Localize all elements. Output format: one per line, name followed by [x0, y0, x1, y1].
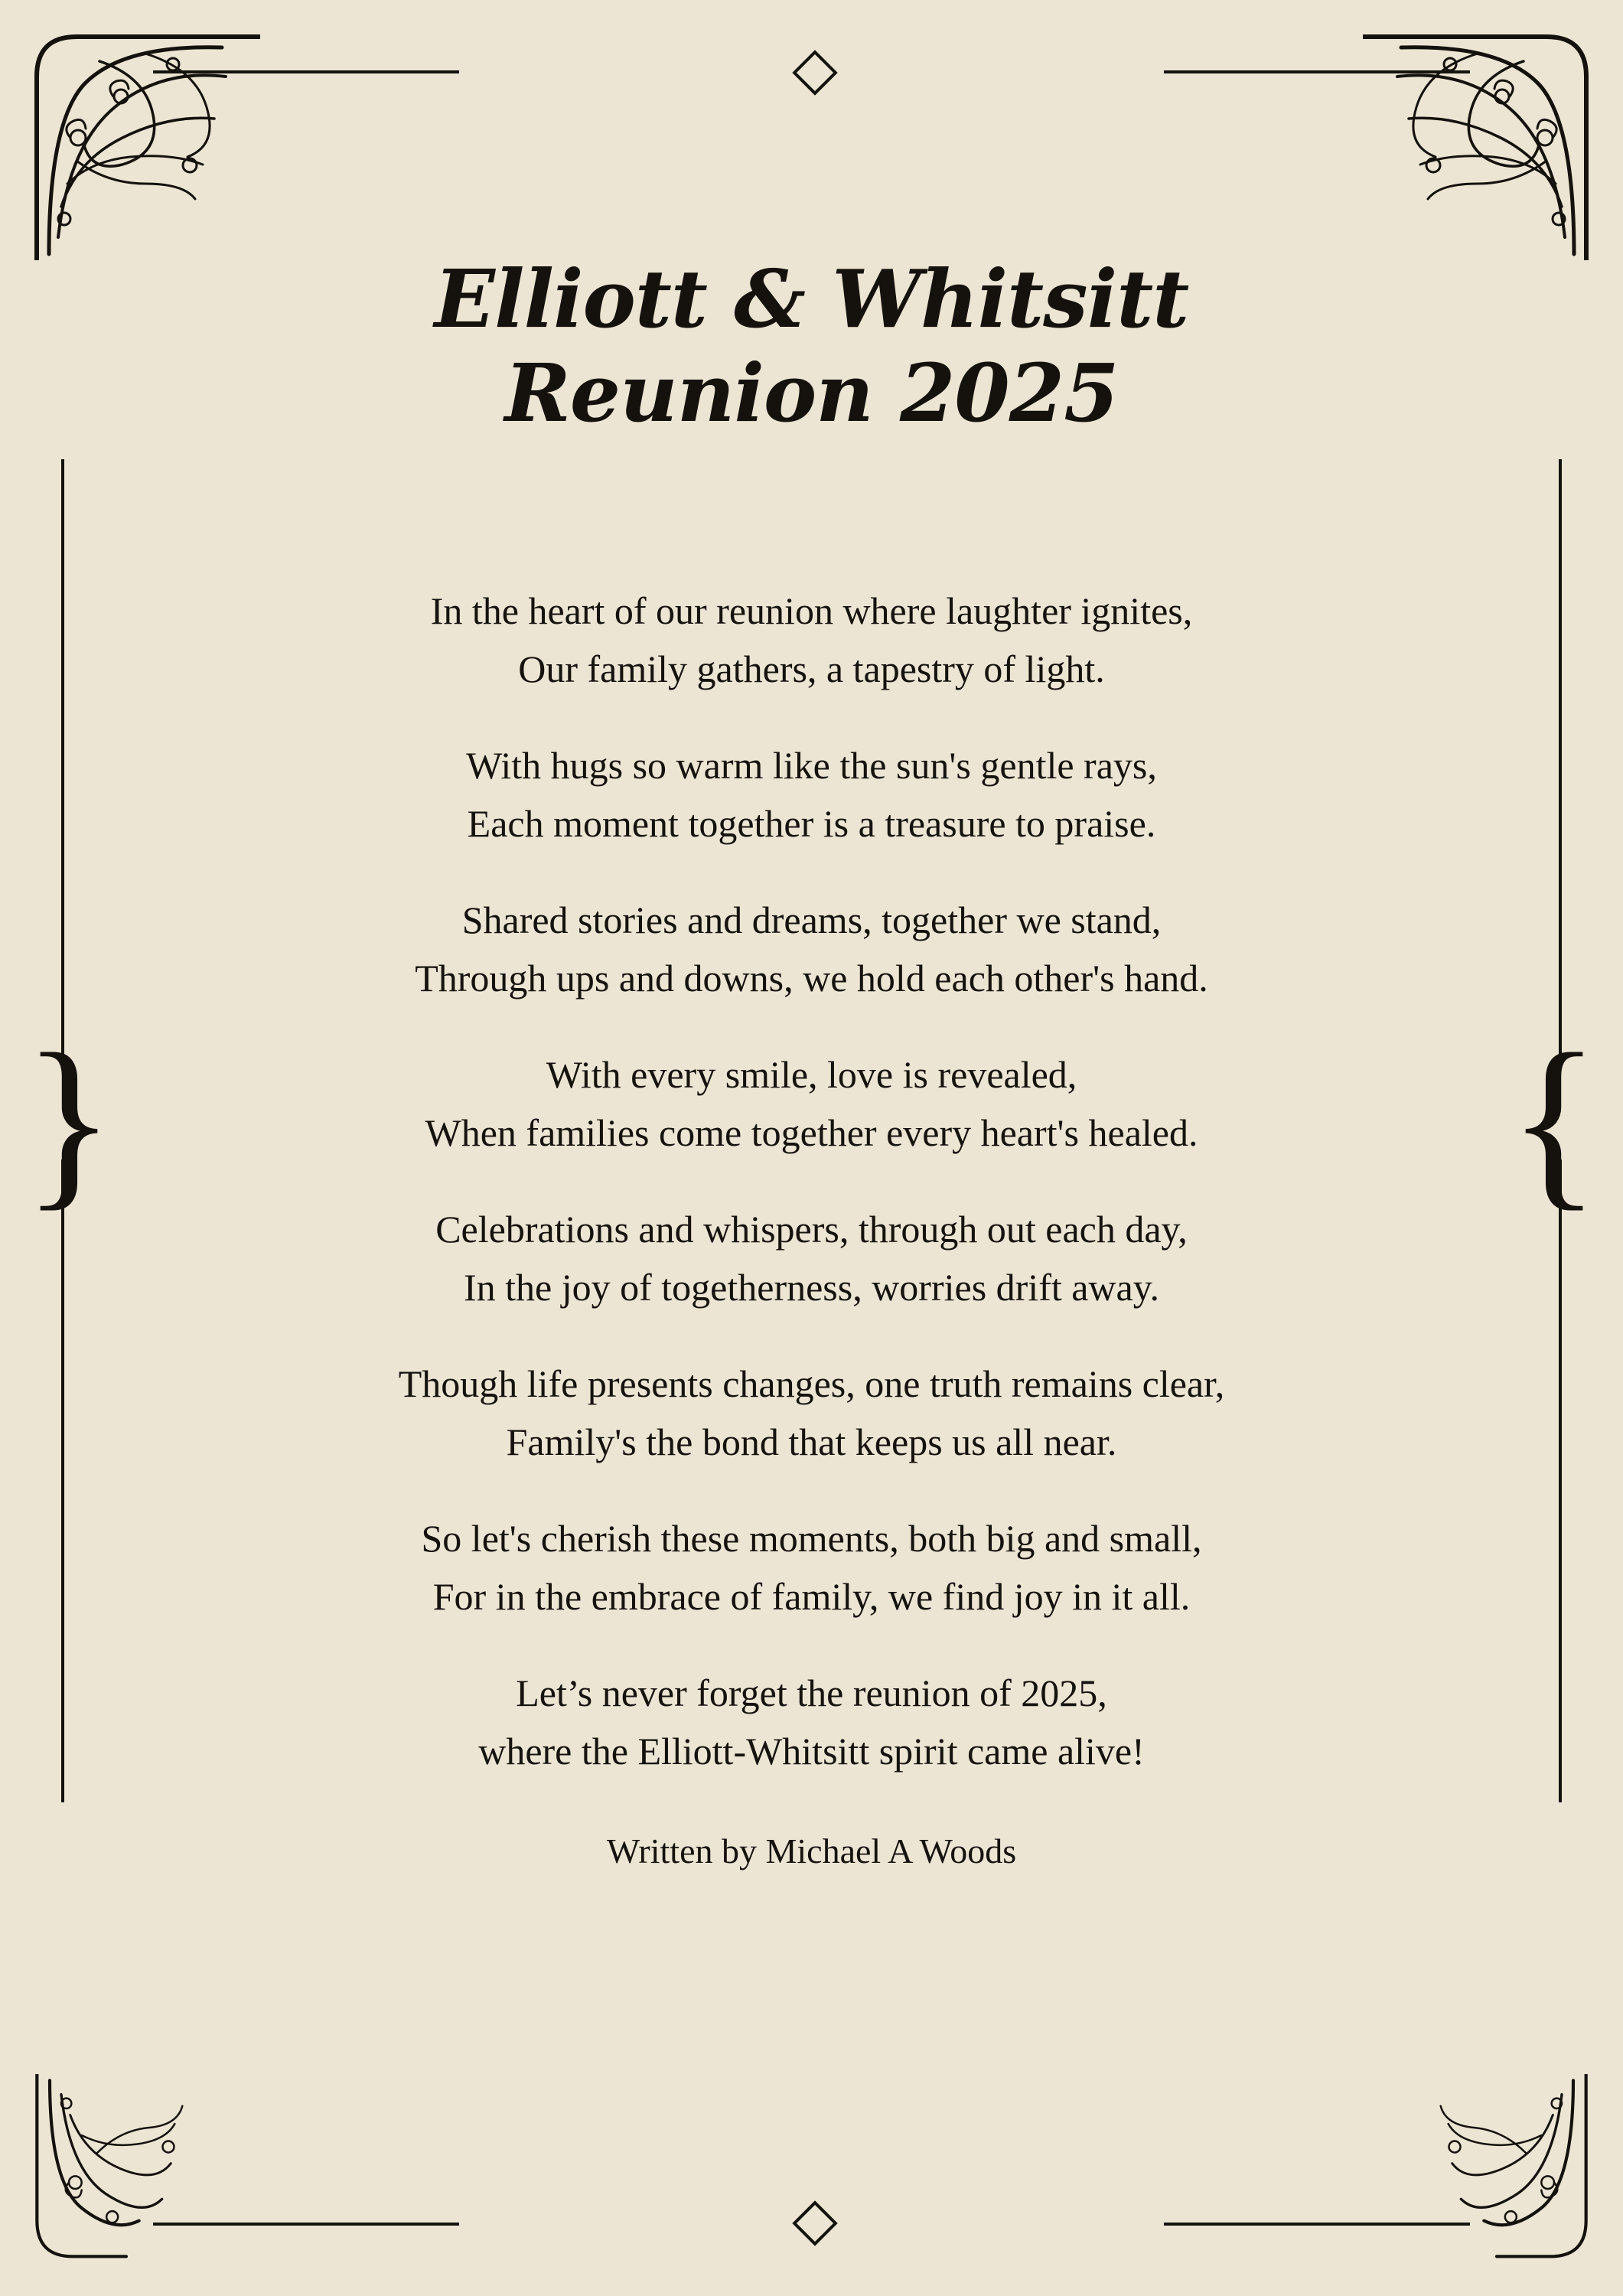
poem-line: For in the embrace of family, we find joy in it all. [432, 1575, 1191, 1618]
corner-flourish-bottom-right [1401, 2074, 1592, 2265]
bottom-diamond-ornament [792, 2200, 837, 2245]
poem-stanza [130, 582, 1493, 698]
author-byline: Written by Michael A Woods [606, 1831, 1017, 1870]
title-line-2: Reunion 2025 [504, 345, 1119, 440]
poem-line: Our family gathers, a tapestry of light. [518, 647, 1105, 690]
poem-stanza [130, 1045, 1493, 1162]
poem-line: Through ups and downs, we hold each other's hand. [415, 957, 1208, 1000]
poem-line: Let’s never forget the reunion of 2025, [516, 1671, 1107, 1714]
top-diamond-ornament [792, 50, 837, 95]
right-rule-lower [1559, 1159, 1562, 1802]
poem-stanza [130, 1509, 1493, 1626]
poem-stanza [130, 1355, 1493, 1471]
poem-line: Celebrations and whispers, through out each day, [435, 1208, 1188, 1251]
poem-stanza [130, 1200, 1493, 1316]
poem-line: Though life presents changes, one truth remains clear, [398, 1362, 1225, 1405]
poem-line: Each moment together is a treasure to praise. [467, 802, 1156, 845]
poem-line: In the joy of togetherness, worries drift away. [464, 1266, 1159, 1309]
left-brace-ornament: } [23, 1015, 115, 1227]
poem-stanza [130, 1664, 1493, 1780]
left-rule-lower [61, 1159, 64, 1802]
corner-flourish-top-right [1363, 31, 1592, 260]
poem-stanza [130, 736, 1493, 853]
poem-body [130, 582, 1493, 1878]
title-line-1: Elliott & Whitsitt [434, 252, 1189, 346]
poem-line: In the heart of our reunion where laughter ignites, [430, 589, 1193, 632]
poem-line: When families come together every heart's healed. [425, 1111, 1198, 1154]
poem-line: With hugs so warm like the sun's gentle rays, [466, 744, 1157, 787]
page-title [0, 253, 1623, 440]
corner-flourish-top-left [31, 31, 260, 260]
poem-line: where the Elliott-Whitsitt spirit came alive! [478, 1730, 1145, 1773]
corner-flourish-bottom-left [31, 2074, 222, 2265]
left-rule-upper [61, 459, 64, 1068]
poem-stanza [130, 891, 1493, 1007]
poem-line: Family's the bond that keeps us all near. [506, 1420, 1117, 1463]
poem-line: With every smile, love is revealed, [546, 1053, 1077, 1096]
poem-line: So let's cherish these moments, both big and small, [421, 1517, 1202, 1560]
right-brace-ornament: } [1508, 1015, 1600, 1227]
right-rule-upper [1559, 459, 1562, 1068]
poem-line: Shared stories and dreams, together we stand, [461, 899, 1162, 941]
